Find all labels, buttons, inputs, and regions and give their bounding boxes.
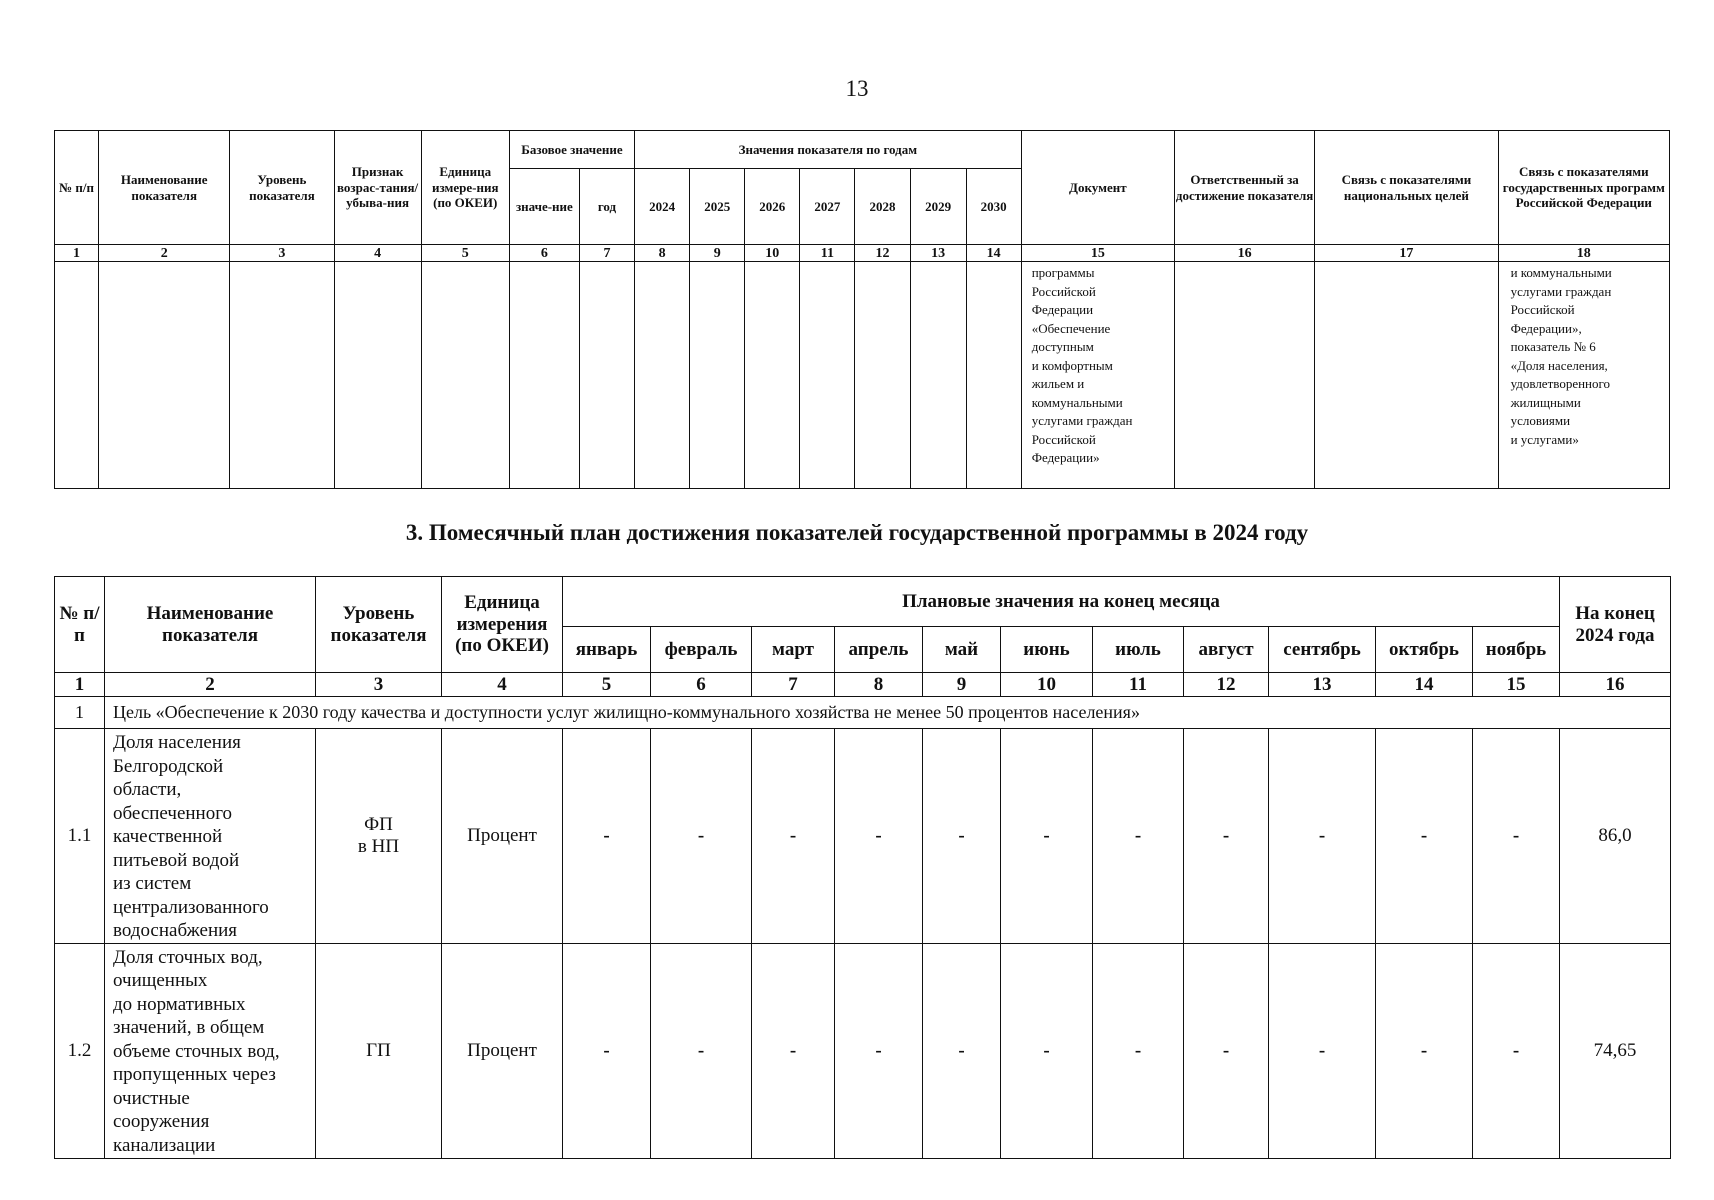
- document-line: доступным: [1031, 339, 1094, 354]
- indicator-name-line: Доля населения: [113, 732, 241, 753]
- column-number: 16: [1174, 245, 1314, 262]
- document-line: жильем и: [1031, 376, 1085, 391]
- month-value: -: [1473, 943, 1560, 1158]
- column-numbers-row: [55, 673, 1671, 697]
- month-value: -: [923, 943, 1001, 1158]
- month-value: -: [1093, 943, 1184, 1158]
- section-title: 3. Помесячный план достижения показателей государственной программы в 2024 году: [405, 520, 1309, 545]
- indicator-name-line: объеме сточных вод,: [113, 1040, 280, 1062]
- col-header-num: № п/п: [55, 577, 105, 673]
- indicators-table-continuation: [54, 130, 1670, 489]
- indicator-name-line: сооружения: [113, 1111, 210, 1132]
- col-header-unit: Единица измере-ния (по ОКЕИ): [421, 131, 509, 245]
- col-header-year: 2030: [966, 169, 1021, 245]
- document-line: «Обеспечение: [1031, 320, 1111, 336]
- empty-cell: [855, 262, 910, 489]
- empty-cell: [966, 262, 1021, 489]
- document-line: услугами граждан: [1031, 413, 1133, 428]
- col-header-num: № п/п: [55, 131, 99, 245]
- empty-cell: [99, 262, 230, 489]
- state-program-line: и услугами»: [1510, 431, 1579, 447]
- goal-number: 1: [55, 697, 105, 729]
- document-line: Российской: [1031, 283, 1096, 299]
- column-number: 18: [1498, 245, 1669, 262]
- empty-cell: [690, 262, 745, 489]
- table-row: [55, 729, 1671, 944]
- col-header-month: март: [752, 627, 835, 673]
- col-header-year: 2027: [800, 169, 855, 245]
- document-line: Федерации: [1031, 302, 1094, 317]
- indicator-level-line: в НП: [357, 835, 400, 857]
- month-value: -: [1269, 729, 1376, 944]
- col-header-month: май: [923, 627, 1001, 673]
- indicator-name-line: водоснабжения: [113, 920, 238, 941]
- month-value: -: [563, 729, 651, 944]
- col-header-document: Документ: [1021, 131, 1174, 245]
- month-value: -: [1473, 729, 1560, 944]
- indicator-name-line: обеспеченного: [113, 802, 233, 824]
- col-header-base: Базовое значение: [509, 131, 634, 169]
- column-number: 15: [1021, 245, 1174, 262]
- indicator-name-line: канализации: [113, 1134, 216, 1156]
- column-number: 2: [99, 245, 230, 262]
- column-number: 1: [55, 245, 99, 262]
- indicator-name: [105, 729, 316, 944]
- end-year-value: 74,65: [1560, 943, 1671, 1158]
- empty-cell: [421, 262, 509, 489]
- column-number: 8: [635, 245, 690, 262]
- col-header-month: октябрь: [1376, 627, 1473, 673]
- empty-cell: [745, 262, 800, 489]
- row-number: 1.2: [55, 943, 105, 1158]
- column-number: 4: [334, 245, 421, 262]
- month-value: -: [651, 729, 752, 944]
- empty-cell: [1174, 262, 1314, 489]
- col-header-plan-group: Плановые значения на конец месяца: [563, 577, 1560, 627]
- month-value: -: [1001, 943, 1093, 1158]
- col-header-month: август: [1184, 627, 1269, 673]
- state-program-line: Федерации»,: [1510, 320, 1582, 336]
- month-value: -: [651, 943, 752, 1158]
- indicator-name-line: Доля сточных вод,: [113, 946, 263, 968]
- column-number: 10: [1001, 673, 1093, 697]
- document-cell: [1021, 262, 1174, 489]
- state-program-line: и коммунальными: [1510, 265, 1612, 280]
- row-number: 1.1: [55, 729, 105, 944]
- indicator-name-line: до нормативных: [113, 993, 246, 1015]
- column-number: 17: [1315, 245, 1498, 262]
- col-header-level: Уровень показателя: [230, 131, 334, 245]
- month-value: -: [1184, 943, 1269, 1158]
- column-number: 8: [835, 673, 923, 697]
- column-number: 10: [745, 245, 800, 262]
- col-header-name: Наименование показателя: [99, 131, 230, 245]
- col-header-year: 2028: [855, 169, 910, 245]
- column-number: 11: [1093, 673, 1184, 697]
- month-value: -: [752, 729, 835, 944]
- empty-cell: [334, 262, 421, 489]
- state-program-line: удовлетворенного: [1510, 376, 1611, 391]
- empty-cell: [55, 262, 99, 489]
- column-number: 13: [1269, 673, 1376, 697]
- state-program-line: условиями: [1510, 413, 1571, 428]
- col-header-base-value: значе-ние: [509, 169, 579, 245]
- state-program-line: «Доля населения,: [1510, 357, 1608, 373]
- column-number: 4: [442, 673, 563, 697]
- end-year-value: 86,0: [1560, 729, 1671, 944]
- month-value: -: [923, 729, 1001, 944]
- indicator-name: [105, 943, 316, 1158]
- indicator-name-line: централизованного: [113, 896, 269, 918]
- state-program-line: жилищными: [1510, 394, 1581, 410]
- column-number: 11: [800, 245, 855, 262]
- indicator-unit: Процент: [442, 943, 563, 1158]
- page-number: 13: [845, 76, 869, 101]
- column-number: 5: [563, 673, 651, 697]
- indicator-unit: Процент: [442, 729, 563, 944]
- month-value: -: [1376, 943, 1473, 1158]
- indicator-name-line: очищенных: [113, 970, 208, 991]
- col-header-month: ноябрь: [1473, 627, 1560, 673]
- indicator-level: [316, 729, 442, 944]
- column-number: 2: [105, 673, 316, 697]
- indicator-name-line: очистные: [113, 1087, 190, 1109]
- state-program-line: показатель № 6: [1510, 339, 1596, 354]
- month-value: -: [1269, 943, 1376, 1158]
- col-header-trend: Признак возрас-тания/ убыва-ния: [334, 131, 421, 245]
- col-header-base-year: год: [579, 169, 634, 245]
- col-header-month: июнь: [1001, 627, 1093, 673]
- col-header-unit: Единица измерения (по ОКЕИ): [442, 577, 563, 673]
- empty-cell: [1315, 262, 1498, 489]
- document-line: программы: [1031, 265, 1095, 280]
- column-number: 15: [1473, 673, 1560, 697]
- state-program-link-cell: [1498, 262, 1669, 489]
- col-header-month: июль: [1093, 627, 1184, 673]
- month-value: -: [1001, 729, 1093, 944]
- document-line: и комфортным: [1031, 357, 1113, 373]
- month-value: -: [563, 943, 651, 1158]
- goal-text: Цель «Обеспечение к 2030 году качества и доступности услуг жилищно-коммунального хозяйства не менее 50 процентов населения»: [105, 697, 1671, 729]
- empty-cell: [800, 262, 855, 489]
- month-value: -: [1184, 729, 1269, 944]
- empty-cell: [230, 262, 334, 489]
- col-header-state-programs: Связь с показателями государственных программ Российской Федерации: [1498, 131, 1669, 245]
- col-header-month: январь: [563, 627, 651, 673]
- month-value: -: [752, 943, 835, 1158]
- indicator-level-line: ФП: [364, 813, 393, 835]
- column-number: 5: [421, 245, 509, 262]
- col-header-year: 2025: [690, 169, 745, 245]
- col-header-responsible: Ответственный за достижение показателя: [1174, 131, 1314, 245]
- column-number: 7: [579, 245, 634, 262]
- month-value: -: [1376, 729, 1473, 944]
- column-number: 16: [1560, 673, 1671, 697]
- column-number: 6: [509, 245, 579, 262]
- indicator-name-line: Белгородской: [113, 755, 224, 777]
- empty-cell: [509, 262, 579, 489]
- column-number: 1: [55, 673, 105, 697]
- indicator-level: [316, 943, 442, 1158]
- col-header-year: 2024: [635, 169, 690, 245]
- col-header-end-year: На конец 2024 года: [1560, 577, 1671, 673]
- empty-cell: [635, 262, 690, 489]
- column-number: 13: [910, 245, 966, 262]
- column-number: 3: [316, 673, 442, 697]
- column-number: 9: [690, 245, 745, 262]
- goal-row: [55, 697, 1671, 729]
- month-value: -: [835, 729, 923, 944]
- column-number: 7: [752, 673, 835, 697]
- state-program-line: услугами граждан: [1510, 283, 1612, 299]
- column-number: 12: [1184, 673, 1269, 697]
- empty-cell: [910, 262, 966, 489]
- column-number: 3: [230, 245, 334, 262]
- indicator-name-line: из систем: [113, 873, 192, 894]
- indicator-level-line: ГП: [366, 1039, 391, 1061]
- indicator-name-line: качественной: [113, 826, 223, 847]
- column-number: 6: [651, 673, 752, 697]
- col-header-month: апрель: [835, 627, 923, 673]
- col-header-month: февраль: [651, 627, 752, 673]
- col-header-years-group: Значения показателя по годам: [635, 131, 1022, 169]
- column-number: 14: [966, 245, 1021, 262]
- column-number: 14: [1376, 673, 1473, 697]
- month-value: -: [1093, 729, 1184, 944]
- empty-cell: [579, 262, 634, 489]
- column-number: 9: [923, 673, 1001, 697]
- document-line: Федерации»: [1031, 450, 1100, 465]
- col-header-month: сентябрь: [1269, 627, 1376, 673]
- indicator-name-line: пропущенных через: [113, 1064, 276, 1085]
- document-line: коммунальными: [1031, 394, 1123, 410]
- month-value: -: [835, 943, 923, 1158]
- table-row: [55, 943, 1671, 1158]
- column-numbers-row: [55, 245, 1670, 262]
- col-header-name: Наименование показателя: [105, 577, 316, 673]
- state-program-line: Российской: [1510, 302, 1575, 317]
- document-line: Российской: [1031, 431, 1096, 447]
- indicator-name-line: питьевой водой: [113, 849, 240, 871]
- col-header-year: 2029: [910, 169, 966, 245]
- indicator-name-line: области,: [113, 779, 182, 800]
- monthly-plan-table: [54, 576, 1671, 1159]
- continuation-row: [55, 262, 1670, 489]
- col-header-year: 2026: [745, 169, 800, 245]
- col-header-national-goals: Связь с показателями национальных целей: [1315, 131, 1498, 245]
- indicator-name-line: значений, в общем: [113, 1017, 265, 1038]
- col-header-level: Уровень показателя: [316, 577, 442, 673]
- column-number: 12: [855, 245, 910, 262]
